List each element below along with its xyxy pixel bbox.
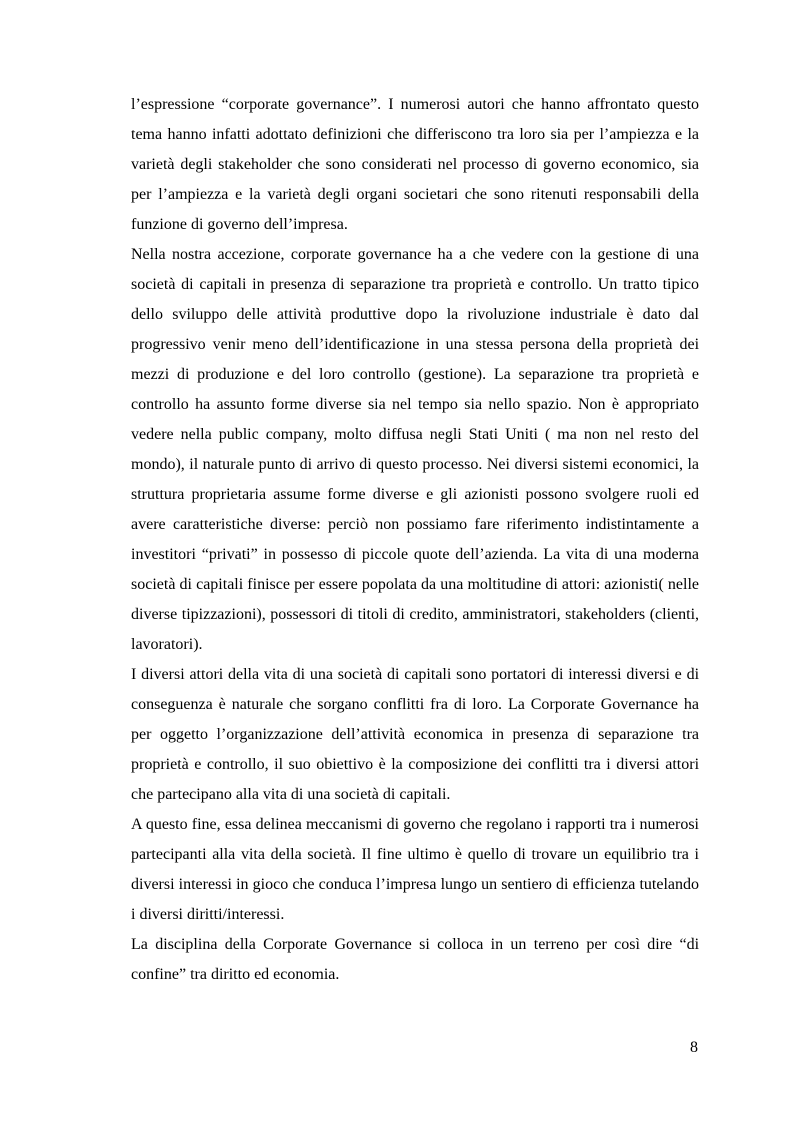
text-line: sono ritenuti responsabili della funzione di governo dell’impresa. bbox=[131, 186, 700, 233]
body-text bbox=[131, 90, 699, 990]
text-line: ( ma non nel resto del mondo), il naturale punto di arrivo di questo processo. Nei bbox=[131, 426, 699, 473]
text-line: numerosi partecipanti alla vita della società. Il fine ultimo è quello di trovare un bbox=[131, 816, 699, 863]
paragraph bbox=[131, 660, 699, 810]
text-line: è dato dal progressivo venir meno dell’identificazione in una stessa persona della bbox=[131, 306, 699, 353]
text-line: diversi e di conseguenza è naturale che sorgano conflitti fra di loro. La Corporate bbox=[131, 666, 700, 713]
text-line: equilibrio tra i diversi interessi in gioco che conduca l’impresa lungo un sentiero bbox=[131, 846, 699, 893]
text-line: l’espressione “corporate governance”. I numerosi autori che hanno affrontato bbox=[131, 96, 651, 113]
text-line: l’ampiezza e la varietà degli stakeholder che sono considerati nel processo di bbox=[131, 126, 700, 173]
page-number: 8 bbox=[690, 1039, 698, 1056]
text-line: tra proprietà e controllo ha assunto forme diverse sia nel tempo sia nello spazio. bbox=[131, 366, 699, 413]
text-line: azionisti possono svolgere ruoli ed avere caratteristiche diverse: perciò non bbox=[131, 486, 699, 533]
text-line: Nella nostra accezione, corporate governance ha a che vedere con la gestione di bbox=[131, 246, 670, 263]
text-line: piccole quote dell’azienda. La vita di una moderna società di capitali finisce per bbox=[131, 546, 699, 593]
paragraph bbox=[131, 240, 699, 660]
text-line: tratto tipico dello sviluppo delle attività produttive dopo la rivoluzione industriale bbox=[131, 276, 700, 323]
text-line: una società di capitali in presenza di separazione tra proprietà e controllo. Un bbox=[131, 246, 700, 293]
text-line: La disciplina della Corporate Governance si colloca in un terreno per così dire bbox=[131, 936, 673, 953]
text-line: possessori di titoli di credito, amministratori, stakeholders (clienti, lavoratori). bbox=[131, 606, 700, 653]
text-line: I diversi attori della vita di una società di capitali sono portatori di interessi bbox=[131, 666, 622, 683]
text-line: questo tema hanno infatti adottato definizioni che differiscono tra loro sia per bbox=[131, 96, 700, 143]
text-line: “di confine” tra diritto ed economia. bbox=[131, 936, 700, 983]
text-line: di efficienza tutelando i diversi diritti/interessi. bbox=[131, 876, 700, 923]
paragraph bbox=[131, 930, 699, 990]
text-line: possiamo fare riferimento indistintamente a investitori “privati” in possesso di bbox=[131, 516, 700, 563]
text-line: Governance ha per oggetto l’organizzazione dell’attività economica in presenza bbox=[131, 696, 700, 743]
text-line: conflitti tra i diversi attori che partecipano alla vita di una società di capitali. bbox=[131, 756, 700, 803]
text-line: di separazione tra proprietà e controllo, il suo obiettivo è la composizione dei bbox=[131, 726, 700, 773]
paragraph bbox=[131, 810, 699, 930]
paragraph bbox=[131, 90, 699, 240]
text-line: proprietà dei mezzi di produzione e del loro controllo (gestione). La separazione bbox=[131, 336, 700, 383]
text-line: Non è appropriato vedere nella public company, molto diffusa negli Stati Uniti bbox=[131, 396, 700, 443]
text-line: essere popolata da una moltitudine di attori: azionisti( nelle diverse tipizzazioni), bbox=[131, 576, 700, 623]
text-line: governo economico, sia per l’ampiezza e la varietà degli organi societari che bbox=[131, 156, 699, 203]
text-line: diversi sistemi economici, la struttura proprietaria assume forme diverse e gli bbox=[131, 456, 699, 503]
text-line: A questo fine, essa delinea meccanismi di governo che regolano i rapporti tra i bbox=[131, 816, 636, 833]
